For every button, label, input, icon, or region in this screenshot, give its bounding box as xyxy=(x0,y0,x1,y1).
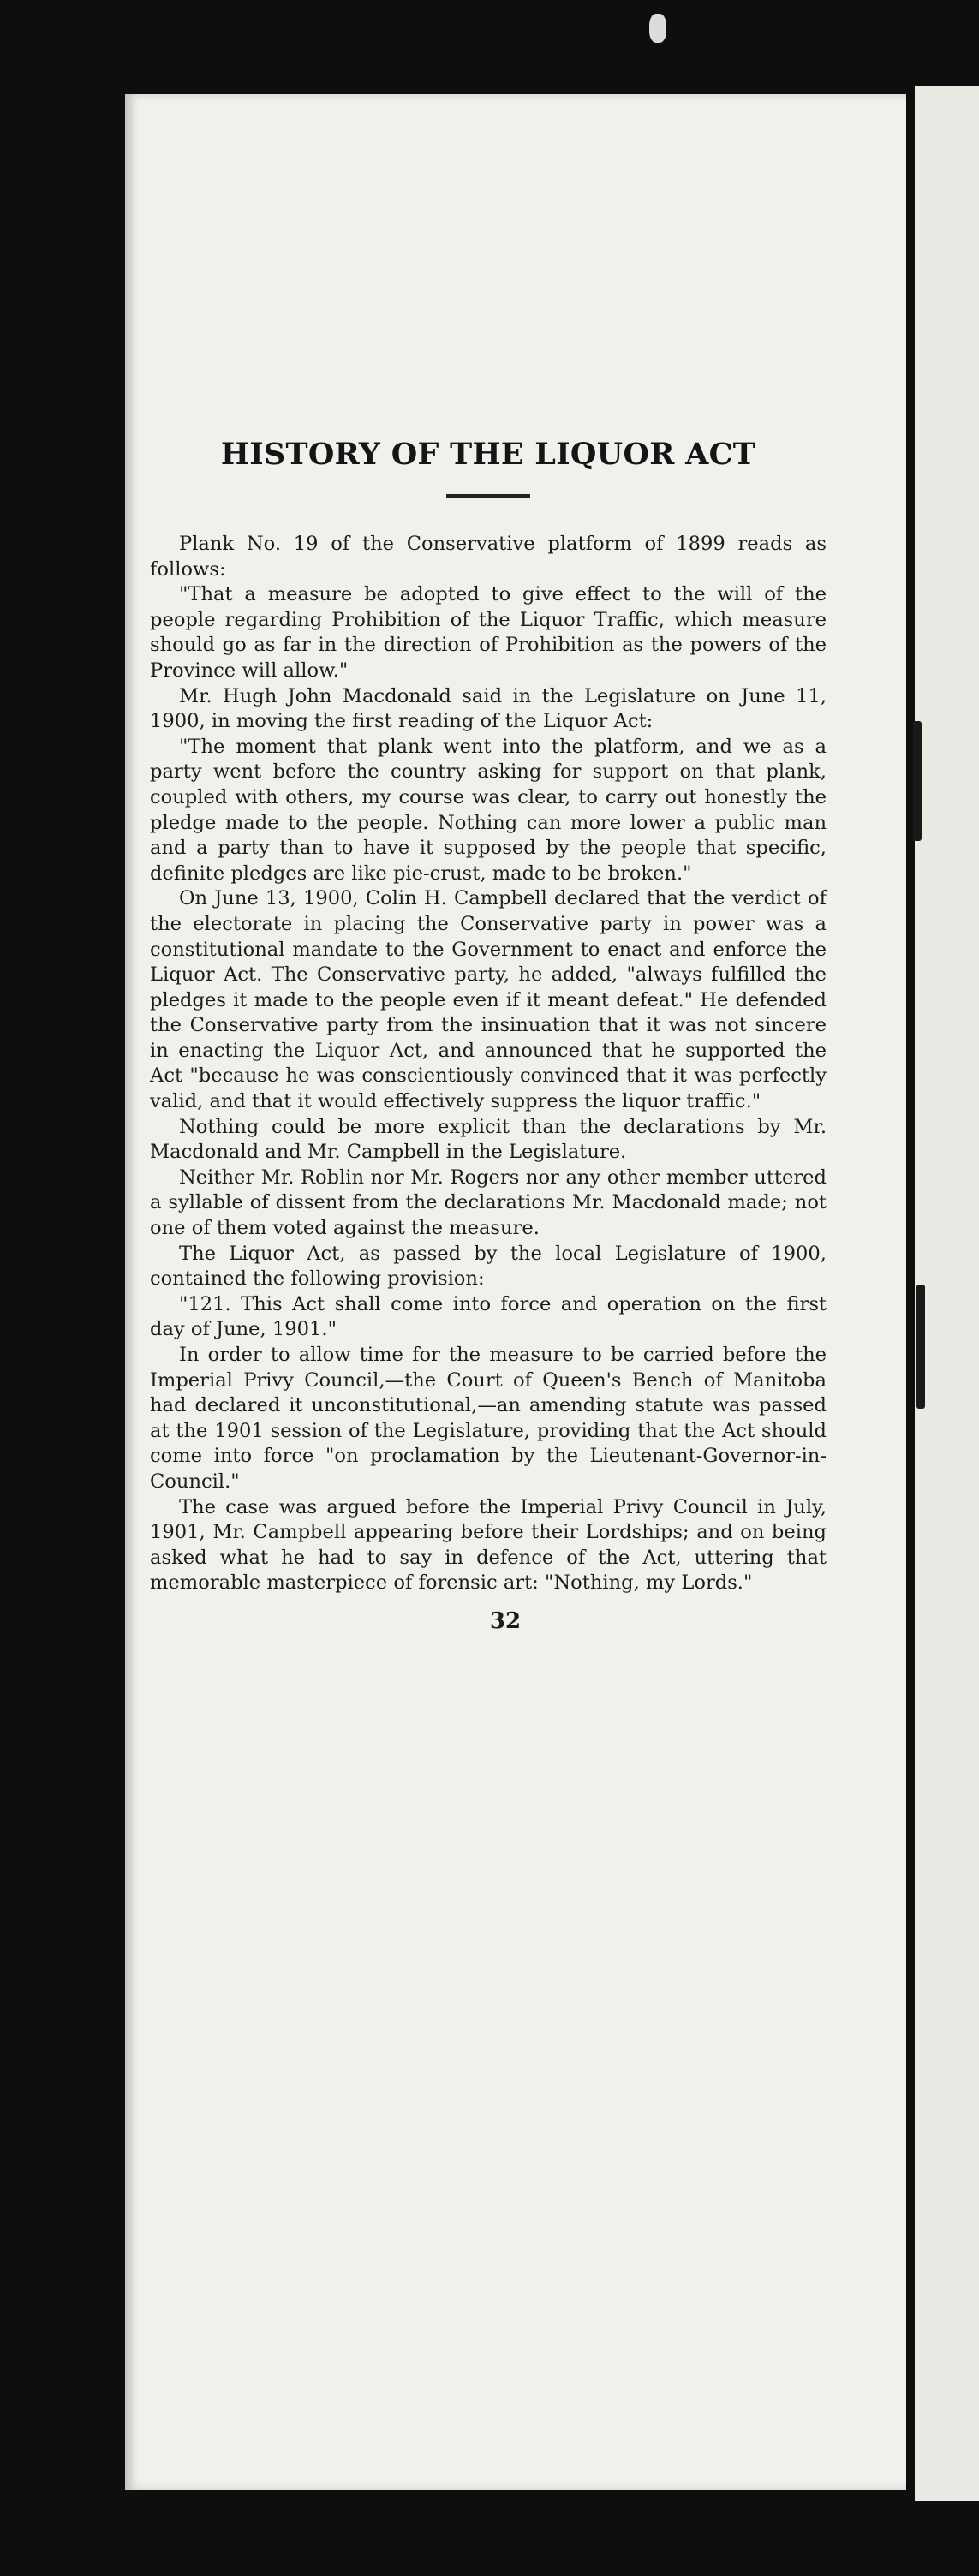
binding-mark-upper xyxy=(913,721,922,841)
paragraph: "That a measure be adopted to give effect to the will of the people regarding Prohibition of the Liquor Traffic, which measure should go as far in the direction of Prohibition as the powers of the Province will allow." xyxy=(150,583,827,682)
paragraph: "The moment that plank went into the platform, and we as a party went before the country asking for support on that plank, coupled with others, my course was clear, to carry out honestly the pledge made to the people. Nothing can more lower a public man and a party than to have it supposed by the people that specific, definite pledges are like pie-crust, made to be broken." xyxy=(150,735,827,885)
paragraph: "121. This Act shall come into force and operation on the first day of June, 1901." xyxy=(150,1292,827,1341)
paragraph: On June 13, 1900, Colin H. Campbell declared that the verdict of the electorate in placing the Conservative party in power was a constitutional mandate to the Government to enact and enforce the Liquor Act. The Conservative party, he added, "always fulfilled the pledges it made to the people even if it meant defeat." He defended the Conservative party from the insinuation that it was not sincere in enacting the Liquor Act, and announced that he supported the Act "because he was conscientiously convinced that it was perfectly valid, and that it would effectively suppress the liquor traffic." xyxy=(150,887,827,1113)
scan-speck xyxy=(649,14,666,43)
paragraph: The case was argued before the Imperial Privy Council in July, 1901, Mr. Campbell appearing before their Lordships; and on being asked what he had to say in defence of the Act, uttering that memorable masterpiece of forensic art: "Nothing, my Lords." xyxy=(150,1495,827,1595)
article-body xyxy=(150,532,827,1596)
title-divider xyxy=(446,494,530,498)
binding-mark-lower xyxy=(916,1285,925,1409)
paragraph: Nothing could be more explicit than the declarations by Mr. Macdonald and Mr. Campbell in the Legislature. xyxy=(150,1115,827,1164)
page-number: 32 xyxy=(489,1607,522,1634)
article-title: HISTORY OF THE LIQUOR ACT xyxy=(220,437,756,472)
article xyxy=(150,437,827,1634)
paragraph: In order to allow time for the measure to be carried before the Imperial Privy Council,—the Court of Queen's Bench of Manitoba had declared it unconstitutional,—an amending statute was passed at the 1901 session of the Legislature, providing that the Act should come into force "on proclamation by the Lieutenant-Governor-in-Council." xyxy=(150,1344,827,1493)
paragraph: Neither Mr. Roblin nor Mr. Rogers nor any other member uttered a syllable of dissent from the declarations Mr. Macdonald made; not one of them voted against the measure. xyxy=(150,1166,827,1240)
paragraph: Plank No. 19 of the Conservative platform of 1899 reads as follows: xyxy=(150,533,827,581)
paragraph: The Liquor Act, as passed by the local Legislature of 1900, contained the following provision: xyxy=(150,1242,827,1291)
paragraph: Mr. Hugh John Macdonald said in the Legislature on June 11, 1900, in moving the first reading of the Liquor Act: xyxy=(150,684,827,733)
